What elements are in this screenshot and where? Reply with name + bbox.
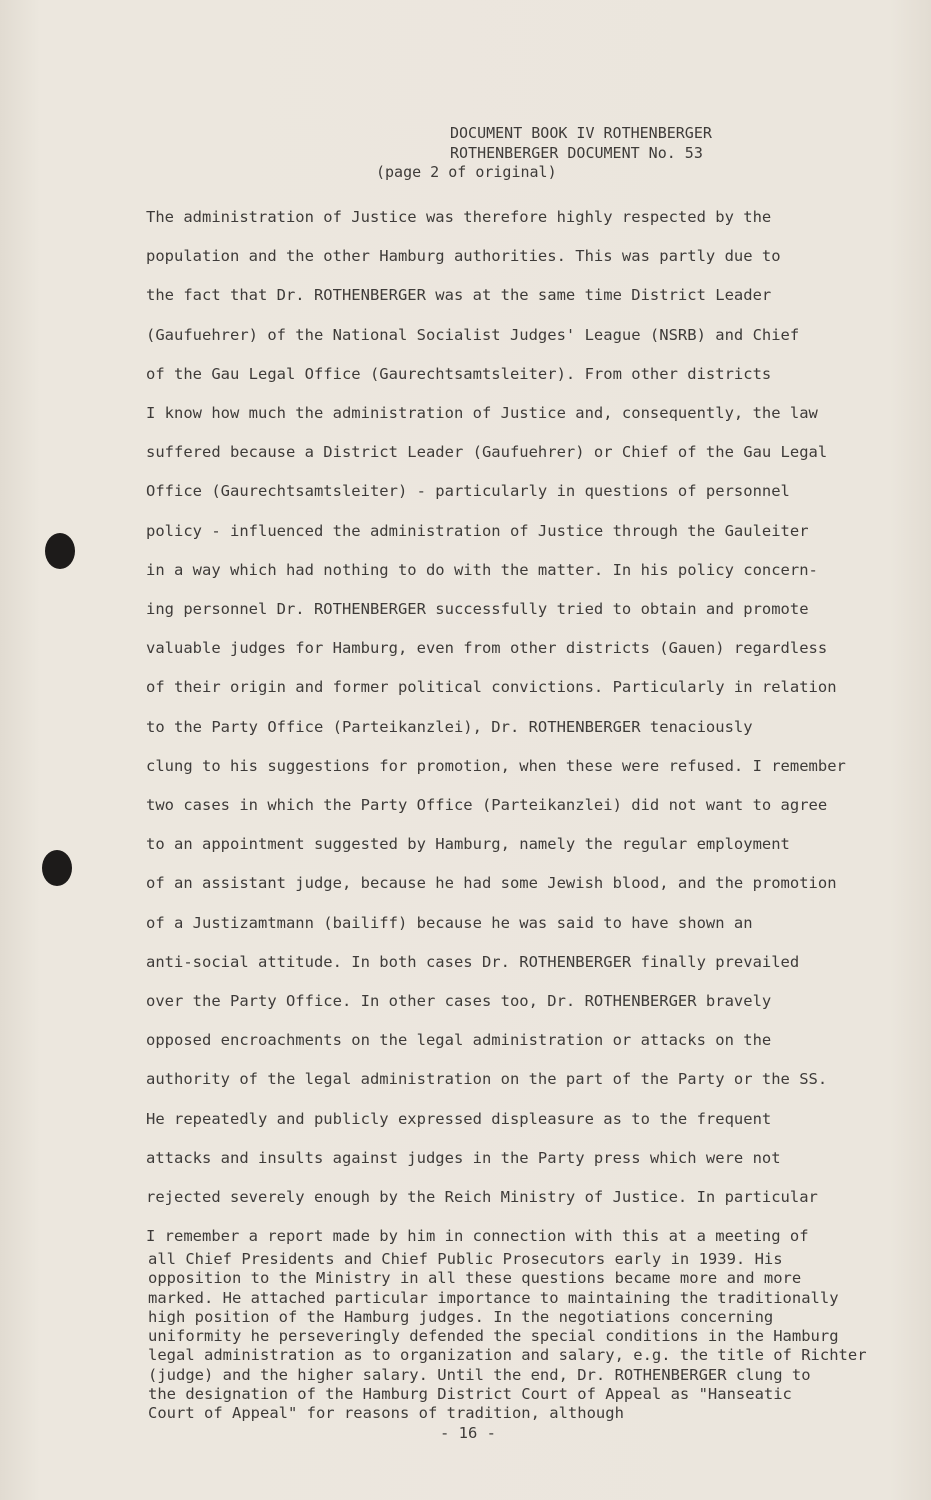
header-document-number: ROTHENBERGER DOCUMENT No. 53 — [450, 144, 703, 162]
text-line: (Gaufuehrer) of the National Socialist Judges' League (NSRB) and Chief — [146, 325, 800, 344]
text-line: in a way which had nothing to do with the matter. In his policy concern- — [146, 560, 818, 579]
text-line: population and the other Hamburg authorities. This was partly due to — [146, 247, 781, 266]
text-line: Office (Gaurechtsamtsleiter) - particularly in questions of personnel — [146, 482, 790, 501]
page-number: - 16 - — [440, 1424, 496, 1442]
text-line: uniformity he perseveringly defended the special conditions in the Hamburg — [148, 1327, 839, 1346]
text-line: He repeatedly and publicly expressed displeasure as to the frequent — [146, 1109, 772, 1128]
text-line: Court of Appeal" for reasons of tradition, although — [148, 1404, 624, 1423]
text-line: The administration of Justice was therefore highly respected by the — [146, 208, 772, 226]
header-document-book: DOCUMENT BOOK IV ROTHENBERGER — [450, 124, 712, 142]
text-line: of a Justizamtmann (bailiff) because he was said to have shown an — [146, 913, 753, 932]
text-line: the fact that Dr. ROTHENBERGER was at the same time District Leader — [146, 286, 772, 305]
text-line: to an appointment suggested by Hamburg, namely the regular employment — [146, 835, 790, 854]
text-line: anti-social attitude. In both cases Dr. ROTHENBERGER finally prevailed — [146, 952, 800, 971]
text-line: two cases in which the Party Office (Parteikanzlei) did not want to agree — [146, 796, 828, 815]
text-line: valuable judges for Hamburg, even from other districts (Gauen) regardless — [146, 639, 828, 658]
text-line: legal administration as to organization and salary, e.g. the title of Richter — [148, 1346, 867, 1365]
text-line: suffered because a District Leader (Gaufuehrer) or Chief of the Gau Legal — [146, 443, 828, 462]
text-line: the designation of the Hamburg District Court of Appeal as "Hanseatic — [148, 1385, 792, 1404]
text-line: (judge) and the higher salary. Until the end, Dr. ROTHENBERGER clung to — [148, 1365, 811, 1384]
text-line: policy - influenced the administration of Justice through the Gauleiter — [146, 521, 809, 540]
punch-hole — [45, 533, 75, 569]
text-line: of the Gau Legal Office (Gaurechtsamtsleiter). From other districts — [146, 364, 772, 383]
body-text — [146, 198, 886, 1256]
text-line: of their origin and former political convictions. Particularly in relation — [146, 678, 837, 697]
text-line: all Chief Presidents and Chief Public Prosecutors early in 1939. His — [148, 1250, 783, 1268]
text-line: rejected severely enough by the Reich Ministry of Justice. In particular — [146, 1188, 818, 1207]
text-line: of an assistant judge, because he had some Jewish blood, and the promotion — [146, 874, 837, 893]
text-line: attacks and insults against judges in the Party press which were not — [146, 1148, 781, 1167]
text-line: authority of the legal administration on the part of the Party or the SS. — [146, 1070, 828, 1089]
body-text-single-spaced — [148, 1250, 888, 1424]
text-line: over the Party Office. In other cases too, Dr. ROTHENBERGER bravely — [146, 992, 772, 1011]
text-line: ing personnel Dr. ROTHENBERGER successfully tried to obtain and promote — [146, 600, 809, 619]
header-page-of-original: (page 2 of original) — [376, 163, 557, 181]
text-line: high position of the Hamburg judges. In the negotiations concerning — [148, 1307, 774, 1326]
text-line: I know how much the administration of Justice and, consequently, the law — [146, 404, 818, 423]
text-line: marked. He attached particular importance to maintaining the traditionally — [148, 1288, 839, 1307]
text-line: clung to his suggestions for promotion, when these were refused. I remember — [146, 756, 846, 775]
text-line: opposition to the Ministry in all these questions became more and more — [148, 1269, 802, 1288]
text-line: opposed encroachments on the legal administration or attacks on the — [146, 1031, 772, 1050]
text-line: to the Party Office (Parteikanzlei), Dr. ROTHENBERGER tenaciously — [146, 717, 753, 736]
text-line: I remember a report made by him in connection with this at a meeting of — [146, 1227, 809, 1246]
punch-hole — [42, 850, 72, 886]
